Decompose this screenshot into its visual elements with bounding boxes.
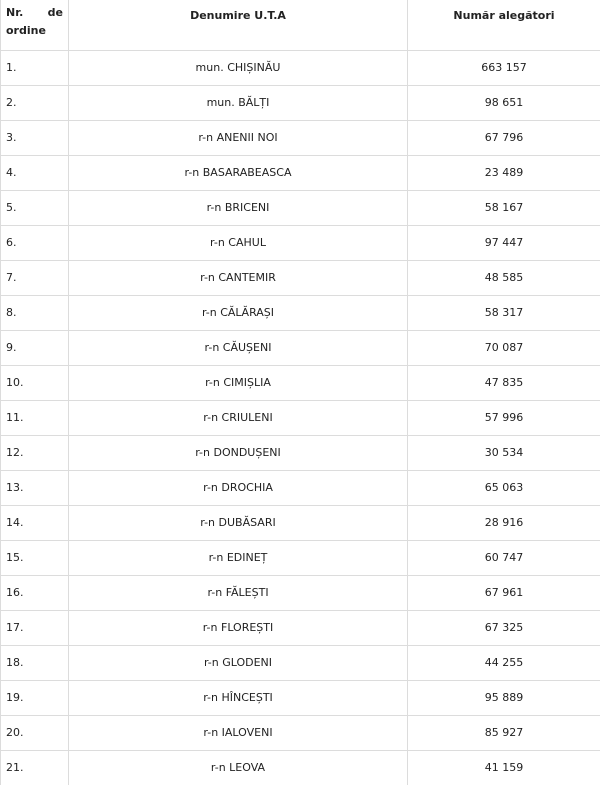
row-number-cell: 7. <box>1 260 69 295</box>
table-row <box>1 50 600 85</box>
voter-count-cell: 57 996 <box>408 400 600 435</box>
voter-count-cell: 44 255 <box>408 645 600 680</box>
table-row <box>1 435 600 470</box>
row-number-cell: 9. <box>1 330 69 365</box>
voter-count-cell: 60 747 <box>408 540 600 575</box>
uta-name-cell: r-n HÎNCEȘTI <box>69 680 408 715</box>
table-row <box>1 120 600 155</box>
uta-name-cell: r-n CRIULENI <box>69 400 408 435</box>
uta-name-cell: r-n CĂLĂRAȘI <box>69 295 408 330</box>
table-row <box>1 330 600 365</box>
table-row <box>1 575 600 610</box>
table-header-row <box>1 0 600 50</box>
uta-name-cell: r-n CAHUL <box>69 225 408 260</box>
row-number-cell: 2. <box>1 85 69 120</box>
row-number-cell: 21. <box>1 750 69 785</box>
voter-count-cell: 41 159 <box>408 750 600 785</box>
voter-count-cell: 98 651 <box>408 85 600 120</box>
table-row <box>1 225 600 260</box>
uta-name-cell: r-n BASARABEASCA <box>69 155 408 190</box>
table-row <box>1 540 600 575</box>
table-body <box>1 50 600 785</box>
voter-count-cell: 23 489 <box>408 155 600 190</box>
voter-count-cell: 58 167 <box>408 190 600 225</box>
uta-name-cell: mun. CHIȘINĂU <box>69 50 408 85</box>
table-row <box>1 260 600 295</box>
row-number-cell: 18. <box>1 645 69 680</box>
uta-name-cell: r-n CANTEMIR <box>69 260 408 295</box>
uta-name-cell: r-n DROCHIA <box>69 470 408 505</box>
table-row <box>1 715 600 750</box>
row-number-cell: 19. <box>1 680 69 715</box>
uta-name-cell: r-n ANENII NOI <box>69 120 408 155</box>
uta-name-cell: mun. BĂLȚI <box>69 85 408 120</box>
column-header-nr: Nr. de ordine <box>1 0 69 50</box>
voter-count-cell: 47 835 <box>408 365 600 400</box>
column-header-name: Denumire U.T.A <box>69 0 408 50</box>
voter-count-cell: 67 961 <box>408 575 600 610</box>
row-number-cell: 1. <box>1 50 69 85</box>
voter-count-cell: 67 325 <box>408 610 600 645</box>
uta-name-cell: r-n FĂLEȘTI <box>69 575 408 610</box>
uta-name-cell: r-n LEOVA <box>69 750 408 785</box>
row-number-cell: 15. <box>1 540 69 575</box>
uta-name-cell: r-n FLOREȘTI <box>69 610 408 645</box>
voter-count-cell: 58 317 <box>408 295 600 330</box>
row-number-cell: 14. <box>1 505 69 540</box>
voter-count-cell: 30 534 <box>408 435 600 470</box>
uta-name-cell: r-n CĂUȘENI <box>69 330 408 365</box>
table-row <box>1 505 600 540</box>
table-row <box>1 365 600 400</box>
voter-count-cell: 95 889 <box>408 680 600 715</box>
table-row <box>1 155 600 190</box>
table-row <box>1 645 600 680</box>
row-number-cell: 4. <box>1 155 69 190</box>
row-number-cell: 3. <box>1 120 69 155</box>
uta-name-cell: r-n CIMIȘLIA <box>69 365 408 400</box>
voter-count-cell: 663 157 <box>408 50 600 85</box>
table-row <box>1 680 600 715</box>
row-number-cell: 6. <box>1 225 69 260</box>
voter-count-cell: 67 796 <box>408 120 600 155</box>
voter-count-cell: 28 916 <box>408 505 600 540</box>
row-number-cell: 12. <box>1 435 69 470</box>
row-number-cell: 20. <box>1 715 69 750</box>
row-number-cell: 13. <box>1 470 69 505</box>
voter-count-cell: 65 063 <box>408 470 600 505</box>
row-number-cell: 10. <box>1 365 69 400</box>
voter-count-cell: 97 447 <box>408 225 600 260</box>
uta-name-cell: r-n DUBĂSARI <box>69 505 408 540</box>
row-number-cell: 5. <box>1 190 69 225</box>
row-number-cell: 8. <box>1 295 69 330</box>
uta-name-cell: r-n EDINEȚ <box>69 540 408 575</box>
uta-name-cell: r-n BRICENI <box>69 190 408 225</box>
table-row <box>1 470 600 505</box>
row-number-cell: 17. <box>1 610 69 645</box>
uta-name-cell: r-n IALOVENI <box>69 715 408 750</box>
uta-name-cell: r-n DONDUȘENI <box>69 435 408 470</box>
table-row <box>1 400 600 435</box>
table-row <box>1 85 600 120</box>
voter-count-cell: 85 927 <box>408 715 600 750</box>
row-number-cell: 11. <box>1 400 69 435</box>
column-header-count: Număr alegători <box>408 0 600 50</box>
uta-name-cell: r-n GLODENI <box>69 645 408 680</box>
table-row <box>1 190 600 225</box>
table-row <box>1 750 600 785</box>
table-row <box>1 295 600 330</box>
table-row <box>1 610 600 645</box>
voter-count-cell: 48 585 <box>408 260 600 295</box>
voter-count-cell: 70 087 <box>408 330 600 365</box>
row-number-cell: 16. <box>1 575 69 610</box>
